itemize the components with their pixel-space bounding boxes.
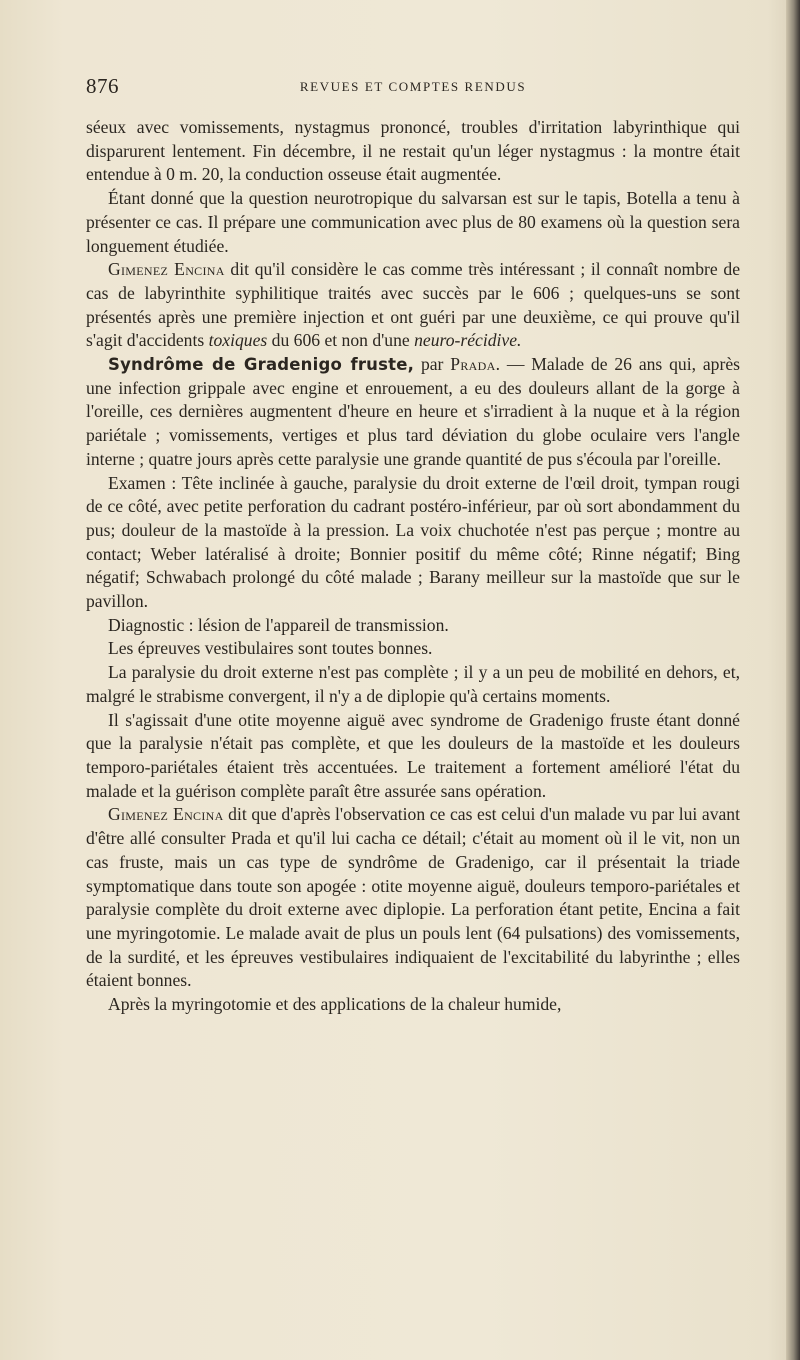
paragraph-diagnostic: Diagnostic : lésion de l'appareil de transmission. <box>108 614 449 635</box>
paragraph-text: . — Malade de 26 ans qui, après une infection grippale avec engine et enrouement, a eu des douleurs allant de la gorge à l'oreille, ces dernières augmentent d'heure en heure et s'irradient à la nuque et à la région pariétale ; vomissements, vertiges et plus tard déviation du globe oculaire vers l'angle interne ; quatre jours après cette paralysie une grande quantité de pus s'écoula par l'oreille. <box>86 354 740 469</box>
paragraph-gimenez-encina-2 <box>86 803 740 993</box>
paragraph-text: par <box>414 354 451 375</box>
paragraph-text: du 606 et non d'une <box>267 330 415 351</box>
author-name: Gimenez Encina <box>108 804 224 825</box>
paragraph-paralysie: La paralysie du droit externe n'est pas complète ; il y a un peu de mobilité en dehors, et, malgré le strabisme convergent, il n'y a de diplopie qu'à certains moments. <box>86 662 740 706</box>
paragraph-continuation: séeux avec vomissements, nystagmus prononcé, troubles d'irritation labyrinthique qui disparurent lentement. Fin décembre, il ne restait qu'un léger nystagmus : la montre était entendue à 0 m. 20, la conduction osseuse était augmentée. <box>86 117 740 185</box>
body-text <box>86 116 740 1017</box>
paragraph-text: dit que d'après l'observation ce cas est celui d'un malade vu par lui avant d'être allé consulter Prada et qu'il lui cacha ce détail; c'était au moment où il le vit, non un cas fruste, mais un cas type de syndrôme de Gradenigo, car il présentait la triade symptomatique dans toute son apogée : otite moyenne aiguë, douleurs temporo-pariétales et paralysie complète du droit externe avec diplopie. La perforation étant petite, Encina a fait une myringotomie. Le malade avait de plus un pouls lent (64 pulsations) des vomissements, de la surdité, et les épreuves vestibulaires indiquaient de l'excitabilité du labyrinthe ; elles étaient bonnes. <box>86 804 740 991</box>
emphasis-text: toxiques <box>208 330 268 351</box>
paragraph-botella: Étant donné que la question neurotropique du salvarsan est sur le tapis, Botella a tenu à présenter ce cas. Il prépare une communication avec plus de 80 examens où la question sera longuement étudiée. <box>86 188 740 256</box>
paragraph-text: dit qu'il considère le cas comme très intéressant ; il connaît nombre de cas de labyrinthite syphilitique traités avec succès par le 606 ; quelques-uns se sont présentés après une première injection et ont guéri par une deuxième, ce qui prouve qu'il s'agit d'accidents <box>86 259 740 351</box>
paragraph-gimenez-encina-1 <box>86 258 740 353</box>
paragraph-myringotomie: Après la myringotomie et des applications de la chaleur humide, <box>108 994 562 1015</box>
section-title: Syndrôme de Gradenigo fruste, <box>108 355 415 375</box>
author-name: Prada <box>450 354 496 375</box>
paragraph-otite: Il s'agissait d'une otite moyenne aiguë avec syndrome de Gradenigo fruste étant donné que la paralysie n'était pas complète, et que les douleurs de la mastoïde et les douleurs temporo-pariétales étaient très accentuées. Le traitement a fortement amélioré l'état du malade et la guérison complète paraît être assurée sans opération. <box>86 709 740 801</box>
author-name: Gimenez Encina <box>108 259 225 280</box>
paragraph-epreuves: Les épreuves vestibulaires sont toutes bonnes. <box>108 638 433 659</box>
page-number: 876 <box>86 74 119 98</box>
page-header <box>86 74 740 98</box>
section-gradenigo <box>86 353 740 472</box>
paragraph-examen: Examen : Tête inclinée à gauche, paralysie du droit externe de l'œil droit, tympan rougi de ce côté, avec petite perforation du cadrant postéro-inférieur, par où sort abondamment du pus; douleur de la mastoïde à la pression. La voix chuchotée n'est pas perçue ; montre au contact; Weber latéralisé à droite; Bonnier positif du même côté; Rinne négatif; Bing négatif; Schwabach prolongé du côté malade ; Barany meilleur sur la mastoïde que sur le pavillon. <box>86 472 740 612</box>
running-title: REVUES ET COMPTES RENDUS <box>299 79 527 94</box>
emphasis-text: neuro-récidive. <box>414 330 522 351</box>
page-edge-shadow <box>786 0 800 1360</box>
